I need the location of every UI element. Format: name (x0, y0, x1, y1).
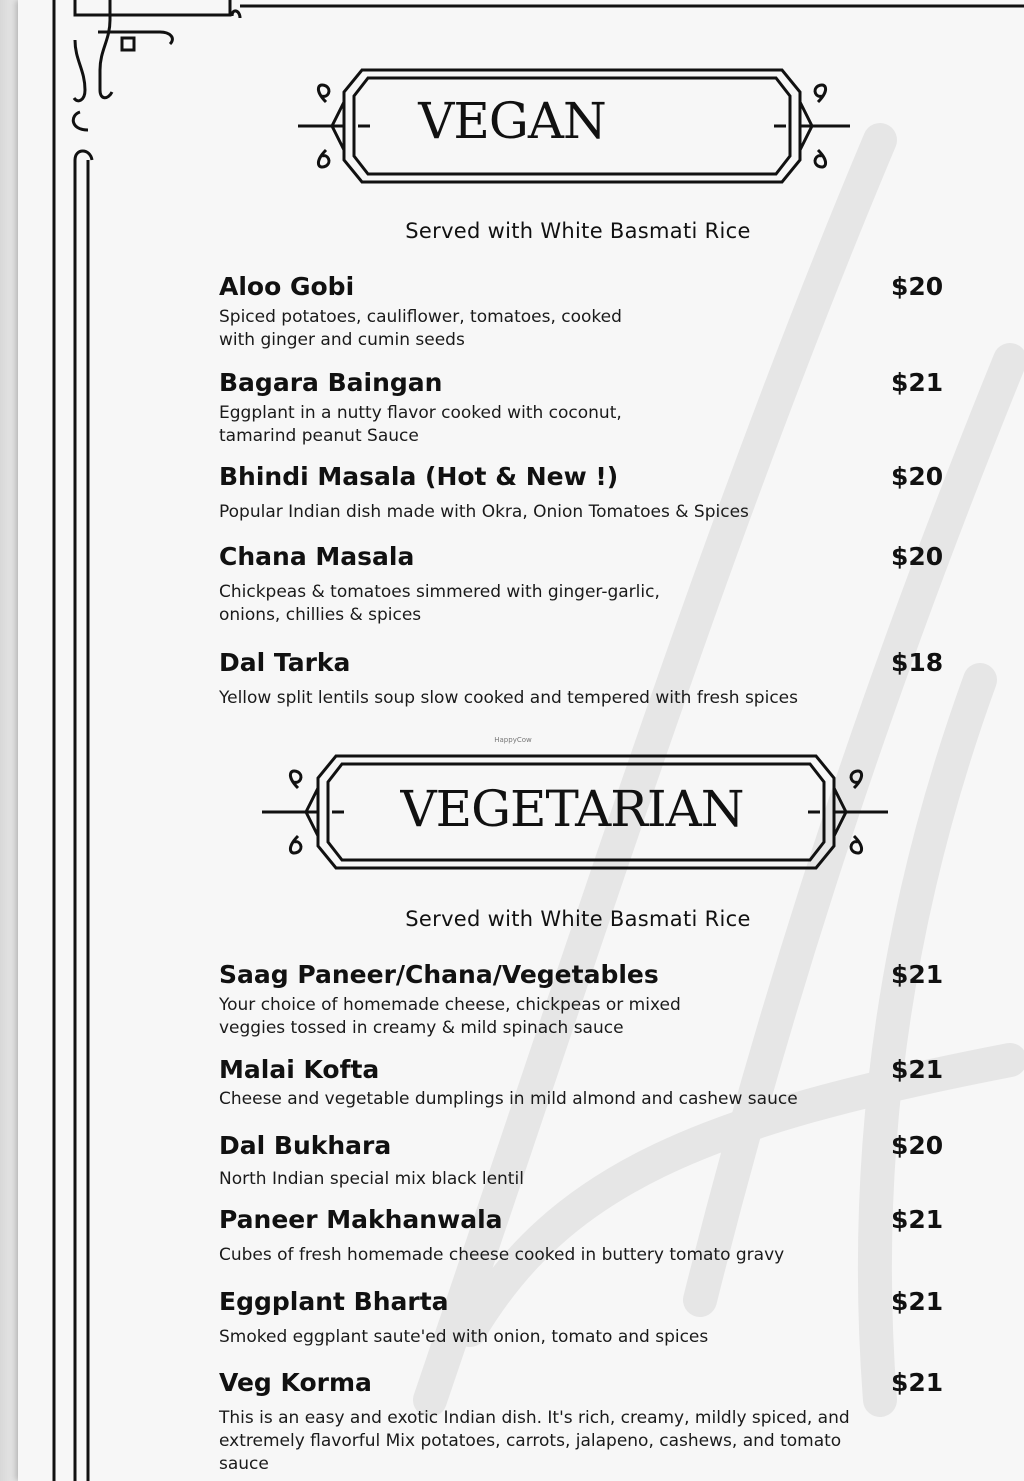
item-name: Chana Masala (219, 542, 415, 571)
item-description: North Indian special mix black lentil (219, 1169, 524, 1189)
item-description: Popular Indian dish made with Okra, Onion Tomatoes & Spices (219, 502, 749, 522)
item-name: Veg Korma (219, 1368, 372, 1397)
item-name: Malai Kofta (219, 1055, 380, 1084)
item-description: Chickpeas & tomatoes simmered with ginger-garlic, onions, chillies & spices (219, 582, 660, 625)
item-price: $20 (891, 542, 944, 571)
item-name: Dal Bukhara (219, 1131, 392, 1160)
vegetarian-subtitle: Served with White Basmati Rice (405, 907, 751, 931)
item-name: Dal Tarka (219, 648, 351, 677)
vegan-subtitle: Served with White Basmati Rice (405, 219, 751, 243)
item-description: Your choice of homemade cheese, chickpeas or mixed veggies tossed in creamy & mild spinach sauce (219, 995, 681, 1038)
item-price: $20 (891, 1131, 944, 1160)
item-price: $21 (891, 960, 944, 989)
item-name: Bagara Baingan (219, 368, 443, 397)
item-price: $21 (891, 1368, 944, 1397)
item-name: Paneer Makhanwala (219, 1205, 503, 1234)
item-name: Bhindi Masala (Hot & New !) (219, 462, 619, 491)
item-name: Eggplant Bharta (219, 1287, 449, 1316)
item-price: $20 (891, 462, 944, 491)
item-name: Aloo Gobi (219, 272, 355, 301)
item-description: This is an easy and exotic Indian dish. It's rich, creamy, mildly spiced, and extremely flavorful Mix potatoes, carrots, jalapeno, cashews, and tomato sauce (219, 1408, 850, 1474)
item-price: $21 (891, 1055, 944, 1084)
item-price: $18 (891, 648, 944, 677)
section-title-vegan: VEGAN (418, 92, 606, 150)
item-description: Spiced potatoes, cauliflower, tomatoes, cooked with ginger and cumin seeds (219, 307, 622, 350)
item-name: Saag Paneer/Chana/Vegetables (219, 960, 659, 989)
item-description: Smoked eggplant saute'ed with onion, tomato and spices (219, 1327, 709, 1347)
item-description: Cubes of fresh homemade cheese cooked in buttery tomato gravy (219, 1245, 785, 1265)
item-description: Eggplant in a nutty flavor cooked with coconut, tamarind peanut Sauce (219, 403, 622, 446)
item-price: $21 (891, 1287, 944, 1316)
item-description: Yellow split lentils soup slow cooked and tempered with fresh spices (219, 688, 798, 708)
credit-watermark: HappyCow (494, 736, 532, 744)
item-price: $21 (891, 368, 944, 397)
item-price: $21 (891, 1205, 944, 1234)
section-title-vegetarian: VEGETARIAN (400, 780, 744, 838)
item-description: Cheese and vegetable dumplings in mild almond and cashew sauce (219, 1089, 798, 1109)
item-price: $20 (891, 272, 944, 301)
